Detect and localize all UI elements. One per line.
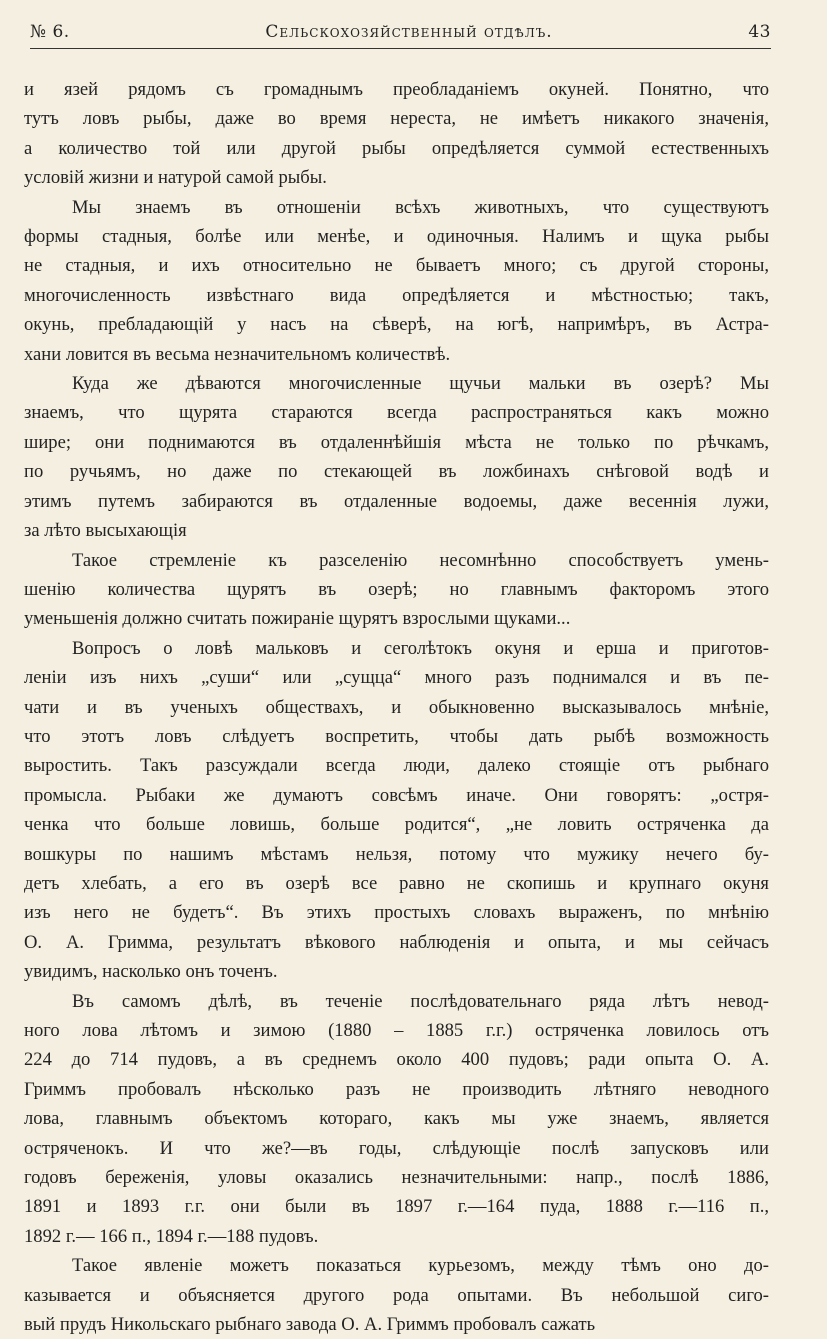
text-line: знаемъ, что щурята стараются всегда распространяться какъ можно — [24, 402, 769, 424]
text-line: условій жизни и натурой самой рыбы. — [24, 167, 327, 189]
text-line: тутъ ловъ рыбы, даже во время нереста, не имѣетъ никакого значенія, — [24, 108, 769, 130]
text-line: что этотъ ловъ слѣдуетъ воспретить, чтобы дать рыбѣ возможность — [24, 725, 769, 747]
text-line: хани ловится въ весьма незначительномъ количествѣ. — [24, 343, 451, 365]
text-line: уменьшенія должно считать пожираніе щурятъ взрослыми щуками... — [24, 608, 571, 630]
text-line: 224 до 714 пудовъ, а въ среднемъ около 400 пудовъ; ради опыта О. А. — [24, 1049, 769, 1071]
text-line: лова, главнымъ объектомъ котораго, какъ мы уже знаемъ, является — [24, 1108, 769, 1130]
text-line: годовъ береженія, уловы оказались незначительными: напр., послѣ 1886, — [24, 1167, 769, 1189]
text-line: многочисленность извѣстнаго вида опредѣляется и мѣстностью; такъ, — [24, 284, 769, 306]
running-header — [30, 22, 771, 49]
text-line: леніи изъ нихъ „суши“ или „сущца“ много разъ поднимался и въ пе- — [24, 667, 769, 689]
text-line: и язей рядомъ съ громаднымъ преобладаніемъ окуней. Понятно, что — [24, 79, 769, 100]
text-line: шире; они поднимаются въ отдаленнѣйшія мѣста не только по рѣчкамъ, — [24, 431, 769, 453]
text-line: вый прудъ Никольскаго рыбнаго завода О. А. Гриммъ пробовалъ сажать — [24, 1314, 596, 1336]
text-line: а количество той или другой рыбы опредѣляется суммой естественныхъ — [24, 137, 769, 159]
text-line: не стадныя, и ихъ относительно не бываетъ много; съ другой стороны, — [24, 255, 769, 277]
text-line: изъ него не будетъ“. Въ этихъ простыхъ словахъ выраженъ, по мнѣнію — [24, 902, 769, 924]
text-line: остряченокъ. И что же?—въ годы, слѣдующіе послѣ запусковъ или — [24, 1137, 769, 1159]
text-line: Куда же дѣваются многочисленные щучьи мальки въ озерѣ? Мы — [72, 373, 769, 395]
text-line: Въ самомъ дѣлѣ, въ теченіе послѣдовательнаго ряда лѣтъ невод- — [72, 990, 769, 1012]
text-line: вошкуры по нашимъ мѣстамъ нельзя, потому что мужику нечего бу- — [24, 843, 769, 865]
page-number: 43 — [748, 22, 771, 42]
text-line: шенію количества щурятъ въ озерѣ; но главнымъ факторомъ этого — [24, 578, 769, 600]
section-title: Сельскохозяйственный отдѣлъ. — [265, 22, 553, 42]
text-line: казывается и объясняется другого рода опытами. Въ небольшой сиго- — [24, 1284, 769, 1306]
text-line: О. А. Гримма, результатъ вѣкового наблюденія и опыта, и мы сейчасъ — [24, 931, 769, 953]
text-line: детъ хлебать, а его въ озерѣ все равно не скопишь и крупнаго окуня — [24, 872, 769, 894]
text-line: увидимъ, насколько онъ точенъ. — [24, 961, 278, 983]
text-line: Вопросъ о ловѣ мальковъ и сеголѣтокъ окуня и ерша и приготов- — [72, 637, 769, 659]
text-line: за лѣто высыхающія — [24, 520, 187, 542]
text-line: по ручьямъ, но даже по стекающей въ ложбинахъ снѣговой водѣ и — [24, 461, 769, 483]
text-line: формы стадныя, болѣе или менѣе, и одиночныя. Налимъ и щука рыбы — [24, 226, 769, 248]
article-body — [24, 75, 769, 1339]
text-line: этимъ путемъ забираются въ отдаленные водоемы, даже весеннія лужи, — [24, 490, 769, 512]
text-line: ченка что больше ловишь, больше родится“, „не ловить остряченка да — [24, 814, 769, 836]
text-line: Такое стремленіе къ разселенію несомнѣнно способствуетъ умень- — [72, 549, 769, 571]
issue-number: № 6. — [30, 22, 70, 42]
text-line: 1892 г.— 166 п., 1894 г.—188 пудовъ. — [24, 1225, 319, 1247]
text-line: промысла. Рыбаки же думаютъ совсѣмъ иначе. Они говорятъ: „остря- — [24, 784, 769, 806]
text-line: Такое явленіе можетъ показаться курьезомъ, между тѣмъ оно до- — [72, 1255, 769, 1277]
text-line: Гриммъ пробовалъ нѣсколько разъ не производить лѣтняго неводного — [24, 1078, 769, 1100]
text-line: 1891 и 1893 г.г. они были въ 1897 г.—164 пуда, 1888 г.—116 п., — [24, 1196, 769, 1218]
text-line: окунь, преблaдающій у насъ на сѣверѣ, на югѣ, напримѣръ, въ Астра- — [24, 314, 769, 336]
text-line: ного лова лѣтомъ и зимою (1880 – 1885 г.г.) остряченка ловилось отъ — [24, 1020, 769, 1041]
text-line: чати и въ ученыхъ обществахъ, и обыкновенно высказывалось мнѣніе, — [24, 696, 769, 718]
text-line: Мы знаемъ въ отношеніи всѣхъ животныхъ, что существуютъ — [72, 196, 769, 218]
text-line: выростить. Такъ разсуждали всегда люди, далеко стоящіе отъ рыбнаго — [24, 755, 769, 777]
